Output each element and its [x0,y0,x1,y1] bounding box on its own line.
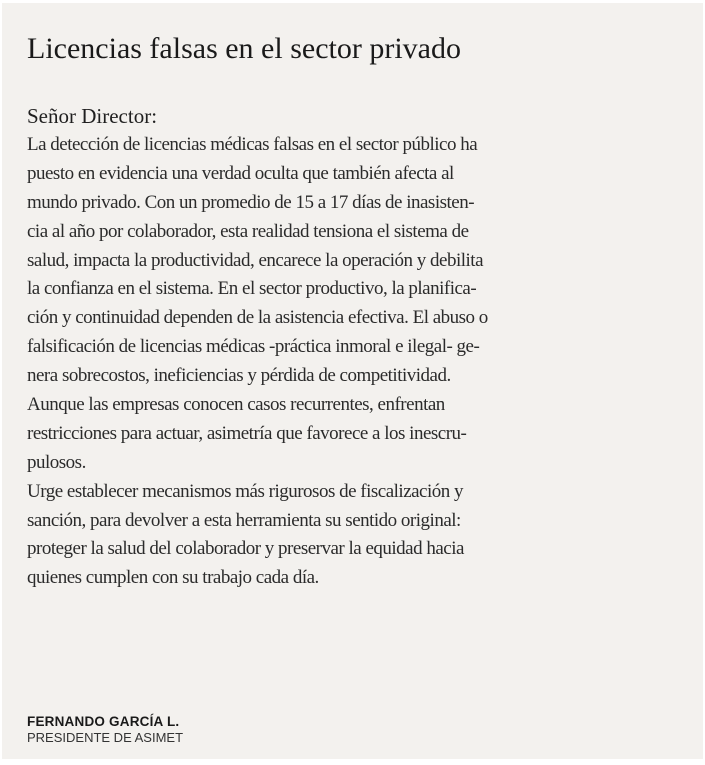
body-line: puesto en evidencia una verdad oculta que también afecta al [27,162,454,184]
signature-name: FERNANDO GARCÍA L. [27,714,180,729]
body-line: Urge establecer mecanismos más rigurosos de fiscalización y [27,480,464,502]
salutation: Señor Director: [27,104,158,128]
signature-block [27,714,183,746]
body-line: proteger la salud del colaborador y preservar la equidad hacia [27,538,464,560]
body-line: La detección de licencias médicas falsas en el sector público ha [27,134,478,155]
letter-body [27,101,705,593]
body-line: la confianza en el sistema. En el sector productivo, la planifica- [27,278,477,300]
body-line: pulosos. [27,451,86,473]
body-line: restricciones para actuar, asimetría que favorece a los inescru- [27,422,467,444]
body-line: sanción, para devolver a esta herramienta su sentido original: [27,509,461,531]
body-line: ción y continuidad dependen de la asistencia efectiva. El abuso o [27,307,488,329]
body-line: mundo privado. Con un promedio de 15 a 17 días de inasisten- [27,191,475,213]
letter-box [2,3,703,759]
signature-title: PRESIDENTE DE ASIMET [27,730,184,745]
body-line: nera sobrecostos, ineficiencias y pérdida de competitividad. [27,365,451,387]
headline: Licencias falsas en el sector privado [27,32,461,65]
body-line: cia al año por colaborador, esta realidad tensiona el sistema de [27,220,469,242]
body-line: quienes cumplen con su trabajo cada día. [27,567,319,589]
body-line: Aunque las empresas conocen casos recurrentes, enfrentan [27,394,445,416]
body-line: falsificación de licencias médicas -práctica inmoral e ilegal- ge- [27,336,480,358]
body-line: salud, impacta la productividad, encarece la operación y debilita [27,249,484,271]
